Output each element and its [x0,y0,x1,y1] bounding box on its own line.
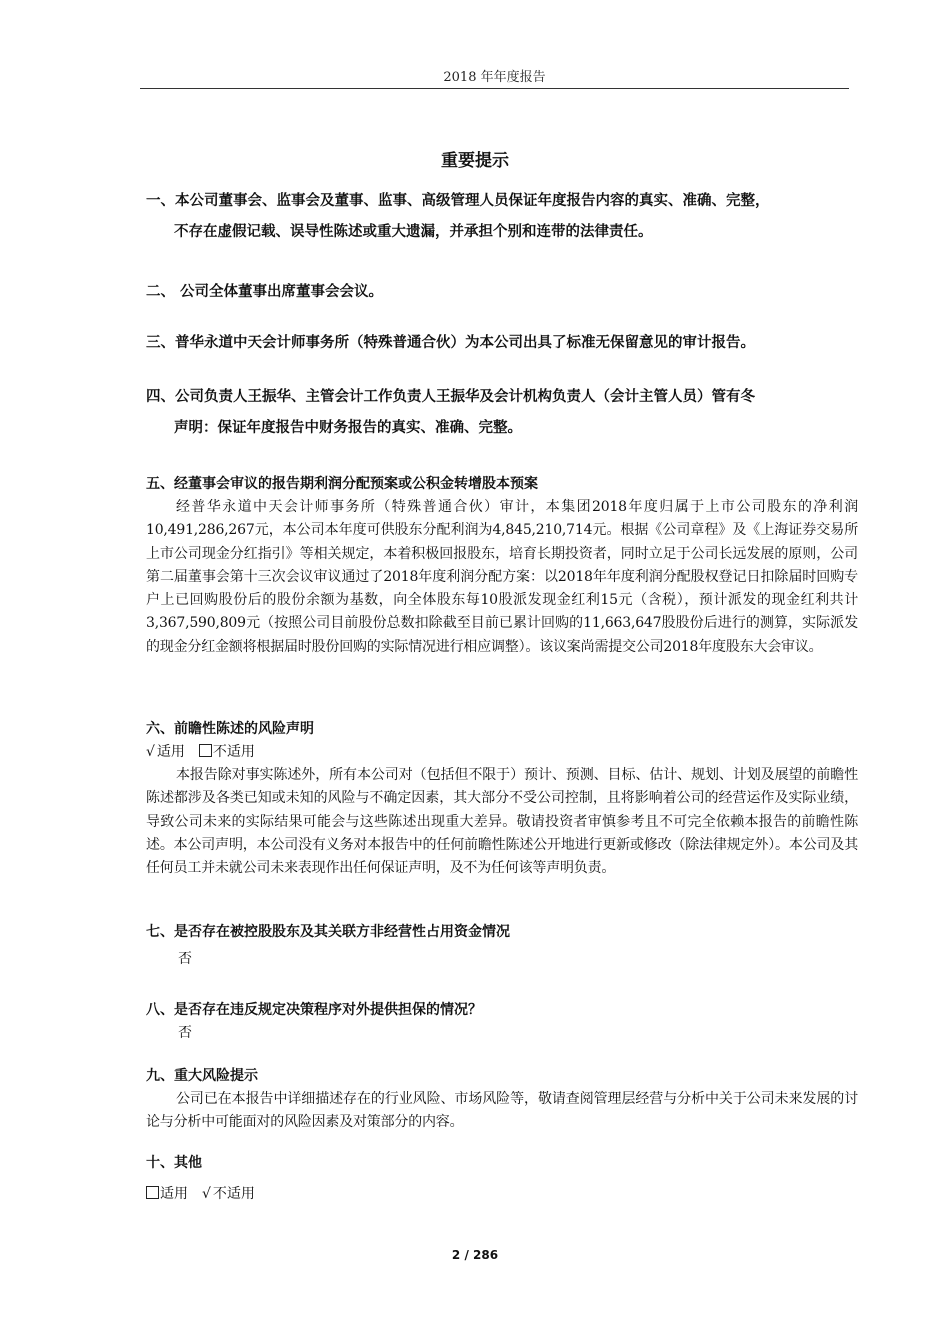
section-6 [146,718,858,880]
section-5-heading: 五、经董事会审议的报告期利润分配预案或公积金转增股本预案 [146,476,538,492]
section-7 [146,921,858,971]
section-4 [146,382,858,444]
section-6-body: 本报告除对事实陈述外，所有本公司对（包括但不限于）预计、预测、目标、估计、规划、计划及展望的前瞻性陈述都涉及各类已知或未知的风险与不确定因素，其大部分不受公司控制，且将影响着公司的经营运作及实际业绩，导致公司未来的实际结果可能会与这些陈述出现重大差异。敬请投资者审慎参考且不可完全依赖本报告的前瞻性陈述。本公司声明，本公司没有义务对本报告中的任何前瞻性陈述公开地进行更新或修改（除法律规定外）。本公司及其任何员工并未就公司未来表现作出任何保证声明，及不为任何该等声明负责。 [146,767,858,877]
page-header: 2018 年年度报告 [443,70,546,85]
section-3 [146,328,858,359]
section-5-body: 经普华永道中天会计师事务所（特殊普通合伙）审计，本集团2018年度归属于上市公司股东的净利润10,491,286,267元，本公司本年度可供股东分配利润为4,845,210,714元。根据《公司章程》及《上海证券交易所上市公司现金分红指引》等相关规定，本着积极回报股东，培育长期投资者，同时立足于公司长远发展的原则，公司第二届董事会第十三次会议审议通过了2018年度利润分配方案：以2018年年度利润分配股权登记日扣除届时回购专户上已回购股份后的股份余额为基数，向全体股东每10股派发现金红利15元（含税），预计派发的现金红利共计3,367,590,809元（按照公司目前股份总数扣除截至目前已累计回购的11,663,647股股份后进行的测算，实际派发的现金分红金额将根据届时股份回购的实际情况进行相应调整）。该议案尚需提交公司2018年度股东大会审议。 [146,499,858,655]
option-not-applicable [202,1183,255,1206]
option-applicable-label: 适用 [160,1186,188,1202]
empty-checkbox-icon [146,1186,159,1199]
section-10-options [146,1183,858,1206]
option-not-applicable-label: 不适用 [212,1186,255,1202]
option-not-applicable-label: 不适用 [212,744,255,760]
section-1-line-1: 一、本公司董事会、监事会及董事、监事、高级管理人员保证年度报告内容的真实、准确、完整， [146,193,770,209]
section-10 [146,1152,858,1206]
section-9 [146,1065,858,1135]
empty-checkbox-icon [199,744,212,757]
section-5 [146,473,858,659]
section-6-heading: 六、前瞻性陈述的风险声明 [146,721,314,737]
checkmark-icon: √ [202,1186,211,1202]
section-7-answer: 否 [178,951,192,967]
option-applicable-label: 适用 [156,744,185,760]
section-4-line-2: 声明：保证年度报告中财务报告的真实、准确、完整。 [174,420,522,436]
section-8 [146,999,858,1045]
section-6-options [146,741,858,764]
header-divider [140,88,849,89]
checkmark-icon: √ [146,744,155,760]
section-8-heading: 八、是否存在违反规定决策程序对外提供担保的情况？ [146,1002,482,1018]
option-not-applicable [199,741,255,764]
section-7-heading: 七、是否存在被控股股东及其关联方非经营性占用资金情况 [146,924,510,940]
section-4-line-1: 四、公司负责人王振华、主管会计工作负责人王振华及会计机构负责人（会计主管人员）管有冬 [146,389,755,405]
section-2 [146,277,858,308]
section-2-text: 二、 公司全体董事出席董事会会议。 [146,284,384,300]
option-applicable [146,1183,188,1206]
section-9-heading: 九、重大风险提示 [146,1068,258,1084]
section-3-text: 三、普华永道中天会计师事务所（特殊普通合伙）为本公司出具了标准无保留意见的审计报告。 [146,335,755,351]
option-applicable [146,741,185,764]
section-9-body: 公司已在本报告中详细描述存在的行业风险、市场风险等，敬请查阅管理层经营与分析中关于公司未来发展的讨论与分析中可能面对的风险因素及对策部分的内容。 [146,1091,858,1131]
page-number: 2 / 286 [451,1248,499,1262]
page-title: 重要提示 [441,151,509,171]
section-8-answer: 否 [178,1025,192,1041]
section-1-line-2: 不存在虚假记载、误导性陈述或重大遗漏，并承担个别和连带的法律责任。 [174,224,653,240]
section-1 [146,186,858,248]
section-10-heading: 十、其他 [146,1155,202,1171]
